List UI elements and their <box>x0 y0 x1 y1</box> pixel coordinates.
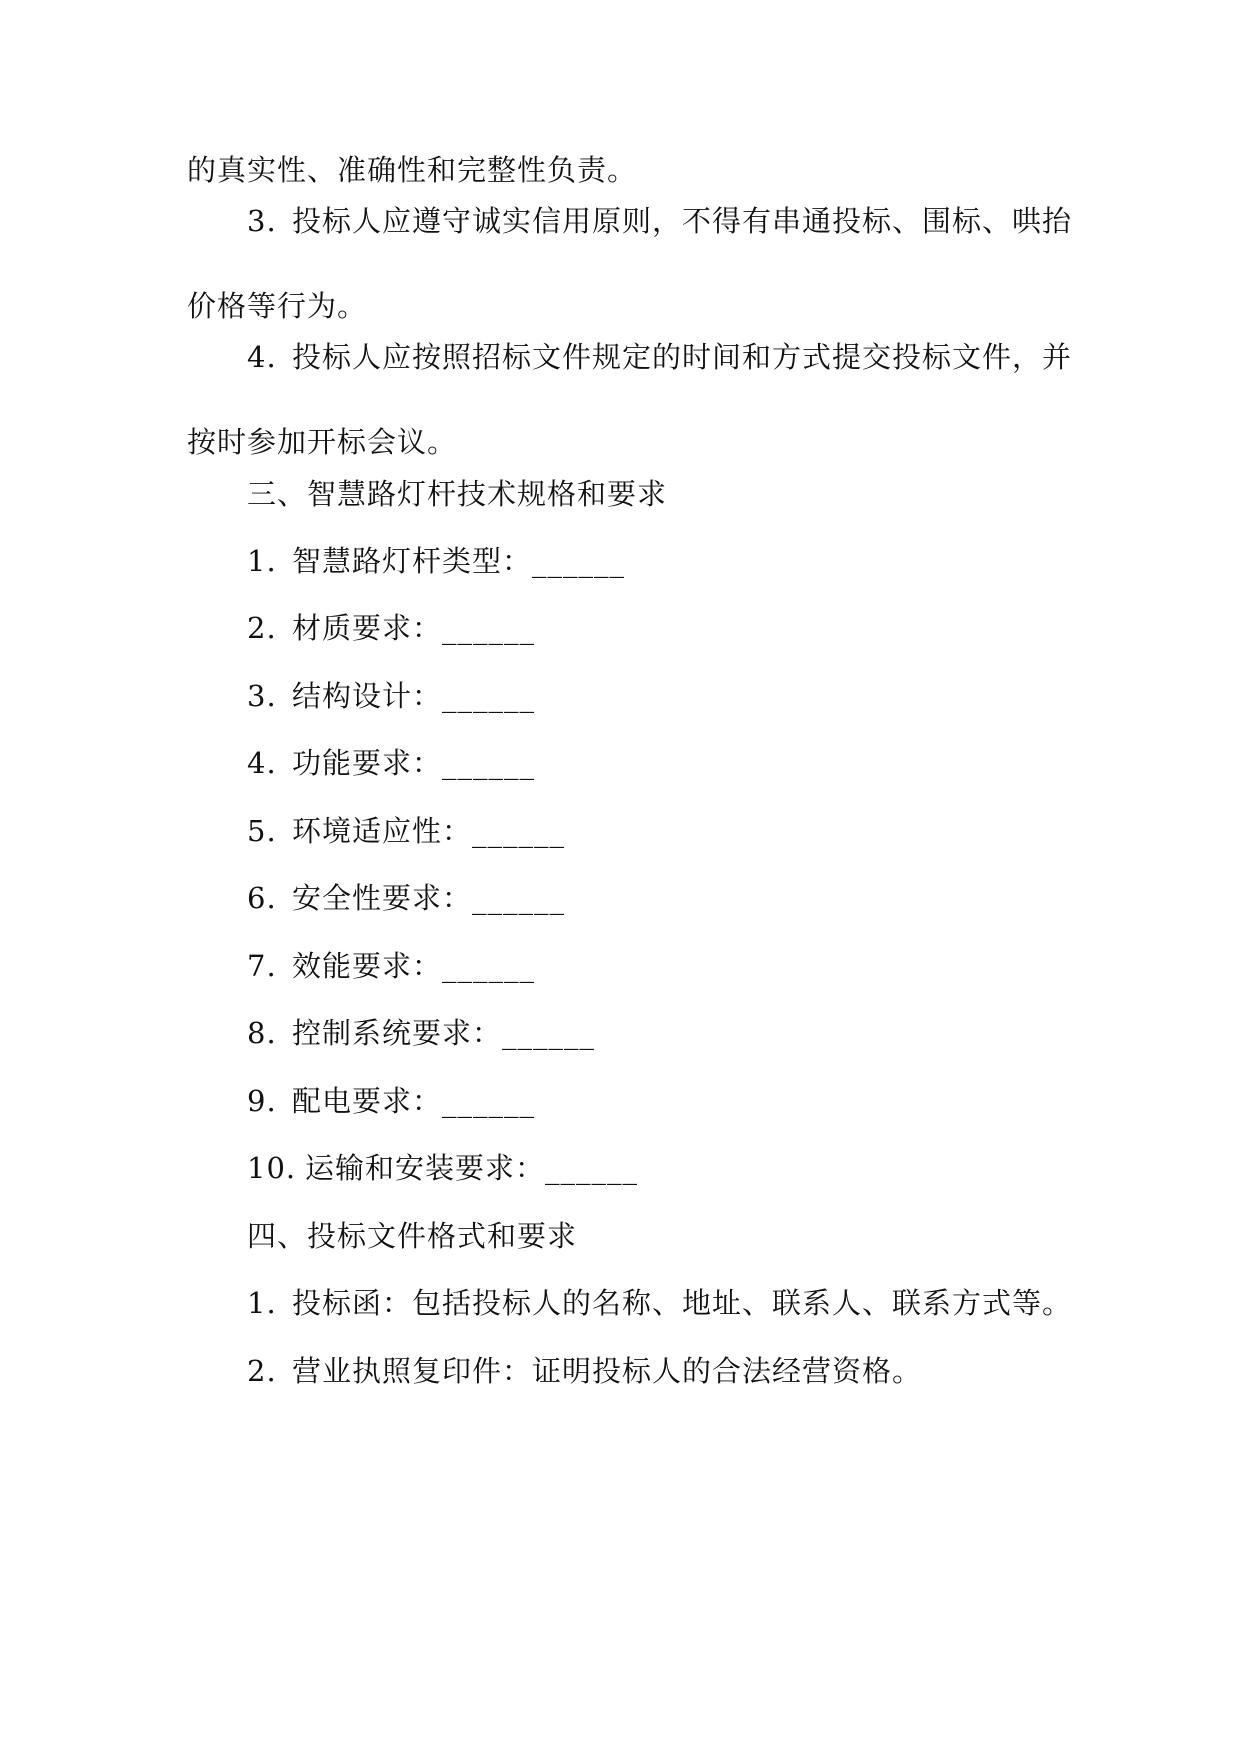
fill-blank: ______ <box>545 1151 639 1185</box>
section-heading <box>247 1218 577 1254</box>
list-item <box>247 1150 645 1186</box>
list-item <box>247 1083 542 1119</box>
line-text: 控制系统要求： <box>292 1016 503 1050</box>
list-number: 4. <box>247 746 277 780</box>
fill-blank: ______ <box>442 679 536 713</box>
line-text: 配电要求： <box>292 1084 443 1118</box>
list-item <box>247 339 1072 375</box>
line-text: 结构设计： <box>292 679 443 713</box>
line-text: 环境适应性： <box>292 814 473 848</box>
fill-blank: ______ <box>442 949 536 983</box>
fill-blank: ______ <box>472 881 566 915</box>
line-text: 按时参加开标会议。 <box>187 425 458 459</box>
line-text: 智慧路灯杆类型： <box>292 544 533 578</box>
line-text: 的真实性、准确性和完整性负责。 <box>187 153 638 187</box>
list-item <box>247 948 542 984</box>
heading-text: 四、投标文件格式和要求 <box>247 1219 578 1253</box>
list-item <box>247 1015 602 1051</box>
list-number: 3. <box>247 679 277 713</box>
fill-blank: ______ <box>502 1016 596 1050</box>
list-item <box>247 678 542 714</box>
list-item <box>247 203 1072 239</box>
fill-blank: ______ <box>442 746 536 780</box>
list-number: 10. <box>247 1151 297 1185</box>
list-number: 4. <box>247 340 277 374</box>
list-item <box>247 610 542 646</box>
list-number: 7. <box>247 949 277 983</box>
fill-blank: ______ <box>442 1084 536 1118</box>
line-text: 投标人应遵守诚实信用原则，不得有串通投标、围标、哄抬 <box>292 204 1073 238</box>
section-heading <box>247 476 667 512</box>
list-number: 8. <box>247 1016 277 1050</box>
list-number: 2. <box>247 1354 277 1388</box>
list-item <box>247 543 632 579</box>
line-text: 营业执照复印件：证明投标人的合法经营资格。 <box>292 1354 923 1388</box>
list-number: 9. <box>247 1084 277 1118</box>
list-item <box>247 813 572 849</box>
line-text: 投标人应按照招标文件规定的时间和方式提交投标文件，并 <box>292 340 1073 374</box>
heading-text: 三、智慧路灯杆技术规格和要求 <box>247 477 668 511</box>
fill-blank: ______ <box>442 611 536 645</box>
line-text: 安全性要求： <box>292 881 473 915</box>
list-number: 2. <box>247 611 277 645</box>
list-item <box>247 1285 1072 1321</box>
list-item <box>247 1353 922 1389</box>
line-text: 运输和安装要求： <box>305 1151 546 1185</box>
list-number: 6. <box>247 881 277 915</box>
line-text: 价格等行为。 <box>187 289 368 323</box>
list-item <box>247 880 572 916</box>
paragraph-line <box>187 424 457 460</box>
list-item <box>247 745 542 781</box>
line-text: 效能要求： <box>292 949 443 983</box>
paragraph-line <box>187 152 637 188</box>
paragraph-line <box>187 288 367 324</box>
list-number: 3. <box>247 204 277 238</box>
list-number: 1. <box>247 1286 277 1320</box>
line-text: 投标函：包括投标人的名称、地址、联系人、联系方式等。 <box>292 1286 1073 1320</box>
line-text: 材质要求： <box>292 611 443 645</box>
fill-blank: ______ <box>532 544 626 578</box>
list-number: 1. <box>247 544 277 578</box>
fill-blank: ______ <box>472 814 566 848</box>
line-text: 功能要求： <box>292 746 443 780</box>
list-number: 5. <box>247 814 277 848</box>
